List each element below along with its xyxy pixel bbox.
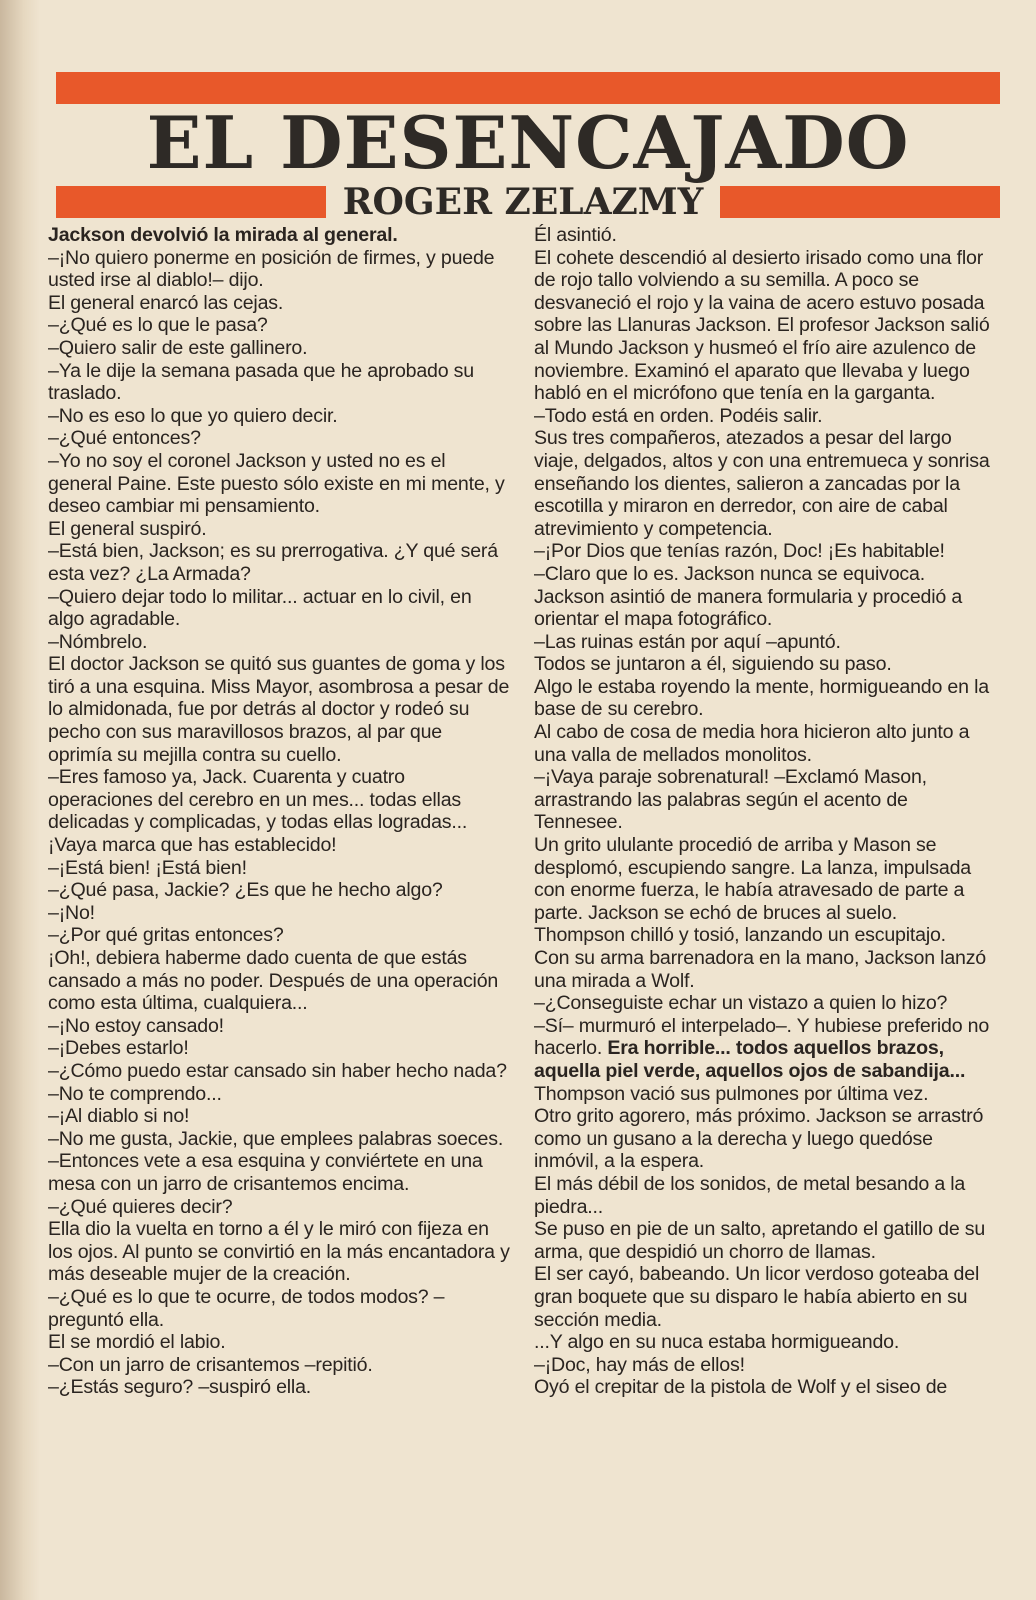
paragraph — [48, 857, 510, 880]
paragraph — [534, 586, 996, 631]
paragraph-text: –¡No estoy cansado! — [48, 1014, 224, 1037]
paragraph-text: –Nómbrelo. — [48, 630, 148, 653]
paragraph — [534, 1105, 996, 1173]
paragraph-text: El ser cayó, babeando. Un licor verdoso goteaba del gran boquete que su disparo le había abierto en su sección media. — [534, 1263, 980, 1331]
paragraph — [534, 1354, 996, 1377]
paragraph-text: Algo le estaba royendo la mente, hormigueando en la base de su cerebro. — [534, 675, 989, 721]
text-column-left — [48, 224, 510, 1399]
paragraph-text: –¿Qué entonces? — [48, 427, 201, 450]
paragraph — [534, 247, 996, 405]
paragraph-text: –Yo no soy el coronel Jackson y usted no es el general Paine. Este puesto sólo existe en mi mente, y deseo cambiar mi pensamiento. — [48, 449, 505, 518]
paragraph — [534, 766, 996, 834]
paragraph-text: –¿Conseguiste echar un vistazo a quien lo hizo? — [534, 992, 948, 1015]
paragraph — [534, 224, 996, 247]
paragraph — [48, 360, 510, 405]
paragraph — [534, 1218, 996, 1263]
paragraph-text: –¡Doc, hay más de ellos! — [534, 1353, 745, 1376]
paragraph — [534, 1015, 996, 1083]
paragraph-text: –Todo está en orden. Podéis salir. — [534, 404, 823, 427]
paragraph-text: –¡No quiero ponerme en posición de firmes, y puede usted irse al diablo!– dijo. — [48, 246, 495, 292]
paragraph-text: Un grito ululante procedió de arriba y Mason se desplomó, escupiendo sangre. La lanza, impulsada con enorme fuerza, le había atravesado de parte a parte. Jackson se echó de bruces al suelo. — [534, 834, 971, 924]
paragraph — [48, 1218, 510, 1286]
paragraph — [48, 902, 510, 925]
paragraph — [48, 292, 510, 315]
paragraph-text: Se puso en pie de un salto, apretando el gatillo de su arma, que despidió un chorro de llamas. — [534, 1218, 986, 1263]
paragraph-text: –Ya le dije la semana pasada que he aprobado su traslado. — [48, 359, 474, 405]
paragraph-text: Thompson chilló y tosió, lanzando un escupitajo. — [534, 924, 946, 947]
paragraph-text: –¡Al diablo si no! — [48, 1105, 190, 1128]
paragraph-text: Sus tres compañeros, atezados a pesar del largo viaje, delgados, altos y con una entremueca y sonrisa enseñando los dientes, salieron a zancadas por la escotilla y miraron en derredor, con aire de cabal atrevimiento y competencia. — [534, 427, 990, 540]
paragraph-text: –Está bien, Jackson; es su prerrogativa. ¿Y qué será esta vez? ¿La Armada? — [48, 540, 498, 585]
author-bar-right — [720, 186, 1000, 218]
paragraph-text: –No me gusta, Jackie, que emplees palabras soeces. — [48, 1127, 504, 1150]
paragraph-text: –¿Qué pasa, Jackie? ¿Es que he hecho algo? — [48, 879, 443, 902]
paragraph-text: El más débil de los sonidos, de metal besando a la piedra... — [534, 1172, 966, 1218]
paragraph — [48, 427, 510, 450]
paragraph — [48, 653, 510, 766]
paragraph — [48, 1150, 510, 1195]
author-name: ROGER ZELAZMY — [342, 181, 704, 223]
paragraph-text: El cohete descendió al desierto irisado como una flor de rojo tallo volviendo a su semilla. A poco se desvaneció el rojo y la vaina de acero estuvo posada sobre las Llanuras Jackson. El profesor Jackson salió al Mundo Jackson y husmeó el frío aire azulenco de noviembre. Examinó el aparato que llevaba y luego habló en el micrófono que tenía en la garganta. — [534, 246, 990, 405]
paragraph — [534, 631, 996, 654]
paragraph-text: El general enarcó las cejas. — [48, 291, 284, 314]
paragraph — [534, 653, 996, 676]
paragraph-text: –¿Estás seguro? –suspiró ella. — [48, 1376, 312, 1399]
paragraph-text: Oyó el crepitar de la pistola de Wolf y el siseo de — [534, 1376, 948, 1399]
paragraph — [534, 405, 996, 428]
paragraph-text: –Sí– murmuró el interpelado–. Y hubiese preferido no hacerlo. — [534, 1014, 990, 1060]
paragraph — [48, 879, 510, 902]
author-row — [56, 180, 1000, 224]
paragraph — [48, 1196, 510, 1219]
paragraph-text: El general suspiró. — [48, 517, 207, 540]
text-column-right — [534, 224, 996, 1399]
author-bar-left — [56, 186, 326, 218]
paragraph-text: ...Y algo en su nuca estaba hormigueando. — [534, 1331, 900, 1354]
paragraph — [534, 947, 996, 992]
paragraph — [48, 247, 510, 292]
paragraph-text: Jackson devolvió la mirada al general. — [48, 224, 398, 246]
paragraph-text: –No te comprendo... — [48, 1082, 222, 1105]
paragraph-text: –Quiero salir de este gallinero. — [48, 336, 308, 359]
paragraph — [48, 1376, 510, 1399]
paragraph-text: Thompson vació sus pulmones por última vez. — [534, 1082, 929, 1105]
paragraph-text: Jackson asintió de manera formularia y procedió a orientar el mapa fotográfico. — [534, 585, 963, 631]
paragraph-text: Otro grito agorero, más próximo. Jackson se arrastró como un gusano a la derecha y luego quedóse inmóvil, a la espera. — [534, 1105, 984, 1173]
paragraph-text: –¿Por qué gritas entonces? — [48, 924, 284, 947]
paragraph — [534, 992, 996, 1015]
paragraph — [48, 1037, 510, 1060]
page-binding-shadow — [0, 0, 40, 1600]
paragraph-text: –¡No! — [48, 901, 95, 924]
paragraph — [48, 1354, 510, 1377]
paragraph — [48, 1286, 510, 1331]
paragraph — [48, 1060, 510, 1083]
paragraph — [48, 450, 510, 518]
paragraph — [48, 1331, 510, 1354]
paragraph — [48, 1083, 510, 1106]
paragraph — [534, 924, 996, 947]
paragraph — [534, 563, 996, 586]
paragraph — [48, 314, 510, 337]
paragraph — [534, 1376, 996, 1399]
paragraph-text: –¿Cómo puedo estar cansado sin haber hecho nada? — [48, 1059, 507, 1082]
paragraph — [534, 1173, 996, 1218]
paragraph-text: El doctor Jackson se quitó sus guantes de goma y los tiró a una esquina. Miss Mayor, asombrosa a pesar de lo almidonada, fue por detrás al doctor y rodeó su pecho con sus maravillosos brazos, al par que oprimía su mejilla contra su cuello. — [48, 653, 510, 766]
paragraph-text: Él asintió. — [534, 224, 617, 246]
paragraph-text: –Con un jarro de crisantemos –repitió. — [48, 1353, 373, 1376]
paragraph — [534, 1331, 996, 1354]
paragraph — [48, 1128, 510, 1151]
paragraph — [48, 586, 510, 631]
paragraph-text: El se mordió el labio. — [48, 1331, 226, 1354]
paragraph — [534, 1263, 996, 1331]
paragraph-text: –¿Qué es lo que le pasa? — [48, 314, 268, 337]
paragraph-text: –Las ruinas están por aquí –apuntó. — [534, 630, 841, 653]
paragraph — [48, 1105, 510, 1128]
paragraph-text: –Claro que lo es. Jackson nunca se equivoca. — [534, 562, 925, 585]
paragraph-text: Todos se juntaron a él, siguiendo su paso. — [534, 653, 892, 676]
paragraph — [534, 834, 996, 924]
paragraph — [48, 224, 510, 247]
paragraph-text: –Quiero dejar todo lo militar... actuar en lo civil, en algo agradable. — [48, 585, 472, 631]
paragraph-text: –¡Por Dios que tenías razón, Doc! ¡Es habitable! — [534, 540, 945, 563]
paragraph-text: –¿Qué quieres decir? — [48, 1195, 233, 1218]
paragraph-text: –¿Qué es lo que te ocurre, de todos modos? –preguntó ella. — [48, 1285, 445, 1331]
paragraph — [534, 1083, 996, 1106]
paragraph — [534, 721, 996, 766]
paragraph — [48, 924, 510, 947]
paragraph-text: Ella dio la vuelta en torno a él y le miró con fijeza en los ojos. Al punto se convirtió en la más encantadora y más deseable mujer de la creación. — [48, 1218, 510, 1286]
paragraph-text: ¡Oh!, debiera haberme dado cuenta de que estás cansado a más no poder. Después de una operación como esta última, cualquiera... — [48, 947, 499, 1015]
paragraph — [48, 405, 510, 428]
paragraph-text: –¡Debes estarlo! — [48, 1037, 189, 1060]
paragraph — [48, 518, 510, 541]
paragraph — [48, 1015, 510, 1038]
paragraph-text: –¡Vaya paraje sobrenatural! –Exclamó Mason, arrastrando las palabras según el acento de Tennesee. — [534, 766, 927, 834]
paragraph-bold-text: Era horrible... todos aquellos brazos, aquella piel verde, aquellos ojos de sabandija... — [534, 1037, 966, 1082]
paragraph-text: –¡Está bien! ¡Está bien! — [48, 856, 247, 879]
story-title: EL DESENCAJADO — [146, 100, 910, 185]
paragraph — [48, 337, 510, 360]
paragraph — [48, 631, 510, 654]
paragraph-text: Con su arma barrenadora en la mano, Jackson lanzó una mirada a Wolf. — [534, 947, 987, 992]
paragraph — [48, 766, 510, 856]
paragraph-text: Al cabo de cosa de media hora hicieron alto junto a una valla de mellados monolitos. — [534, 721, 970, 766]
paragraph — [534, 676, 996, 721]
paragraph-text: –Entonces vete a esa esquina y conviértete en una mesa con un jarro de crisantemos encima. — [48, 1150, 483, 1195]
paragraph — [534, 540, 996, 563]
paragraph-text: –Eres famoso ya, Jack. Cuarenta y cuatro operaciones del cerebro en un mes... todas ellas delicadas y complicadas, y todas ellas logradas... ¡Vaya marca que has establecido! — [48, 766, 468, 857]
paragraph — [534, 427, 996, 540]
paragraph-text: –No es eso lo que yo quiero decir. — [48, 404, 338, 427]
paragraph — [48, 947, 510, 1015]
paragraph — [48, 540, 510, 585]
